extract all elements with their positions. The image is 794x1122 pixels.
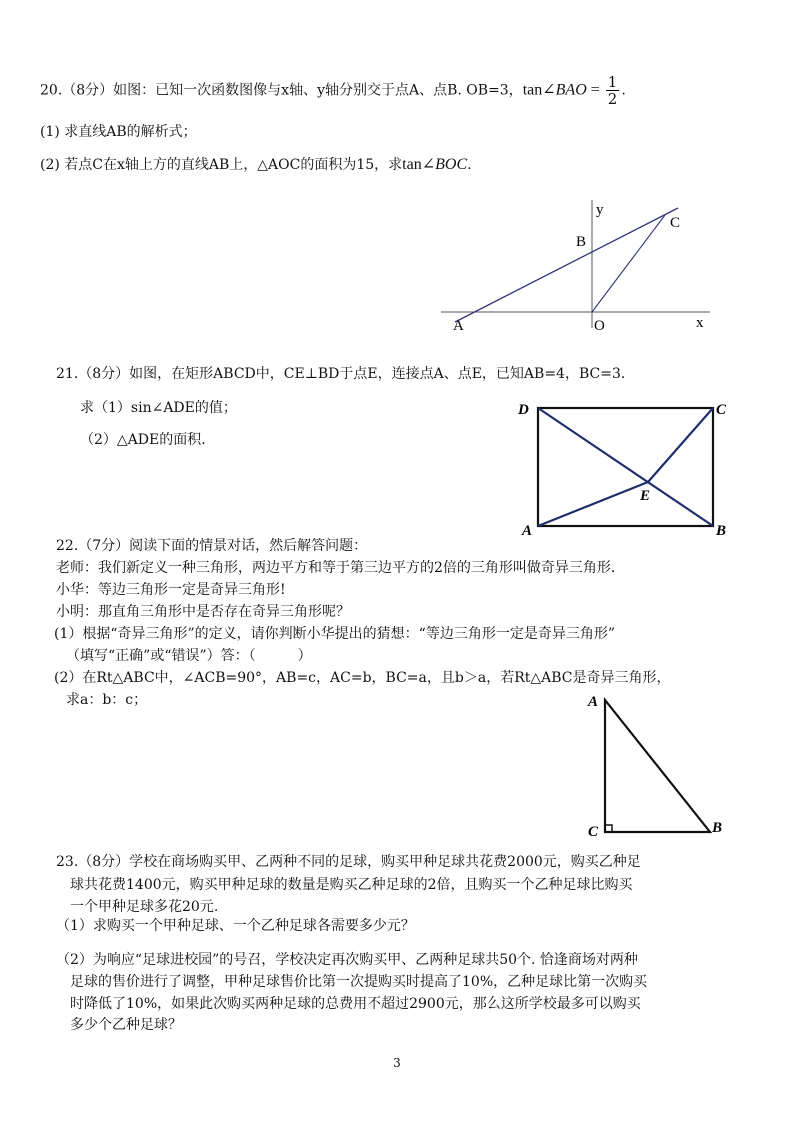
- q22-xiaohua: 小华：等边三角形一定是奇异三角形!: [56, 582, 286, 598]
- q21-head: 21.（8分）如图，在矩形ABCD中，CE⊥BD于点E，连接点A、点E，已知AB=4，BC=3.: [56, 366, 626, 382]
- q23-head3: 一个甲种足球多花20元.: [70, 899, 219, 915]
- q22-part2: (2）在Rt△ABC中，∠ACB=90°，AB=c，AC=b，BC=a，且b＞a，若Rt△ABC是奇异三角形，: [54, 670, 671, 686]
- q20-part1: (1) 求直线AB的解析式；: [40, 124, 197, 140]
- q22-label-b: B: [712, 820, 723, 836]
- q22-teacher: 老师：我们新定义一种三角形，两边平方和等于第三边平方的2倍的三角形叫做奇异三角形.: [56, 560, 616, 576]
- page-number: 3: [393, 1056, 401, 1070]
- q21-label-d: D: [518, 402, 529, 418]
- q22-head: 22.（7分）阅读下面的情景对话，然后解答问题：: [56, 538, 368, 554]
- q23-part2d: 多少个乙种足球？: [70, 1017, 182, 1033]
- q23-part1: （1）求购买一个甲种足球、一个乙种足球各需要多少元？: [56, 918, 415, 934]
- q20-head-text: 20.（8分）如图：已知一次函数图像与x轴、y轴分别交于点A、点B. OB=3，: [40, 82, 523, 99]
- q21-label-a: A: [522, 523, 533, 539]
- q22-label-a: A: [588, 694, 599, 710]
- q20-fraction: $\frac{1}{2}$: [607, 73, 618, 108]
- q21-label-c: C: [716, 402, 727, 418]
- q21-part2: （2）△ADE的面积.: [80, 432, 206, 448]
- q23-part2b: 足球的售价进行了调整，甲种足球售价比第一次提购买时提高了10%，乙种足球比第一次购买: [70, 974, 648, 990]
- right-triangle-abc: [605, 700, 710, 832]
- q23-part2c: 时降低了10%，如果此次购买两种足球的总费用不超过2900元，那么这所学校最多可以购买: [70, 996, 641, 1012]
- q22-part1: (1）根据“奇异三角形”的定义，请你判断小华提出的猜想：“等边三角形一定是奇异三角形”: [54, 626, 615, 642]
- q21-part1: 求（1）sin∠ADE的值；: [80, 400, 237, 416]
- q20-label-c: C: [670, 215, 681, 231]
- q21-label-b: B: [716, 523, 727, 539]
- q20-part2-tan: tan∠BOC: [402, 156, 468, 173]
- q20-label-b: B: [576, 234, 587, 250]
- q23-part2: （2）为响应“足球进校园”的号召，学校决定再次购买甲、乙两种足球共50个. 恰逢商场对两种: [56, 952, 638, 968]
- q20-label-x: x: [696, 315, 704, 331]
- q22-xiaoming: 小明：那直角三角形中是否存在奇异三角形呢？: [56, 604, 350, 620]
- q22-part1b: （填写“正确”或“错误”）答：（ ）: [66, 648, 312, 664]
- q20-label-y: y: [596, 202, 604, 218]
- q23-head2: 球共花费1400元，购买甲种足球的数量是购买乙种足球的2倍，且购买一个乙种足球比购买: [70, 877, 633, 893]
- q20-tan: tan∠BAO =: [522, 81, 604, 99]
- q23-head: 23.（8分）学校在商场购买甲、乙两种不同的足球，购买甲种足球共花费2000元，购买乙种足: [56, 854, 641, 870]
- q20-head: 20.（8分）如图：已知一次函数图像与x轴、y轴分别交于点A、点B. OB=3，tan∠BAO = $\frac{1}{2}$ .: [40, 73, 626, 108]
- q22-part2b: 求a：b：c；: [66, 692, 148, 708]
- q21-label-e: E: [640, 488, 651, 504]
- q20-part2: (2) 若点C在x轴上方的直线AB上，△AOC的面积为15，求tan∠BOC.: [40, 156, 472, 173]
- q20-label-a: A: [453, 318, 464, 334]
- q22-label-c: C: [588, 824, 599, 840]
- q20-label-o: O: [594, 318, 605, 334]
